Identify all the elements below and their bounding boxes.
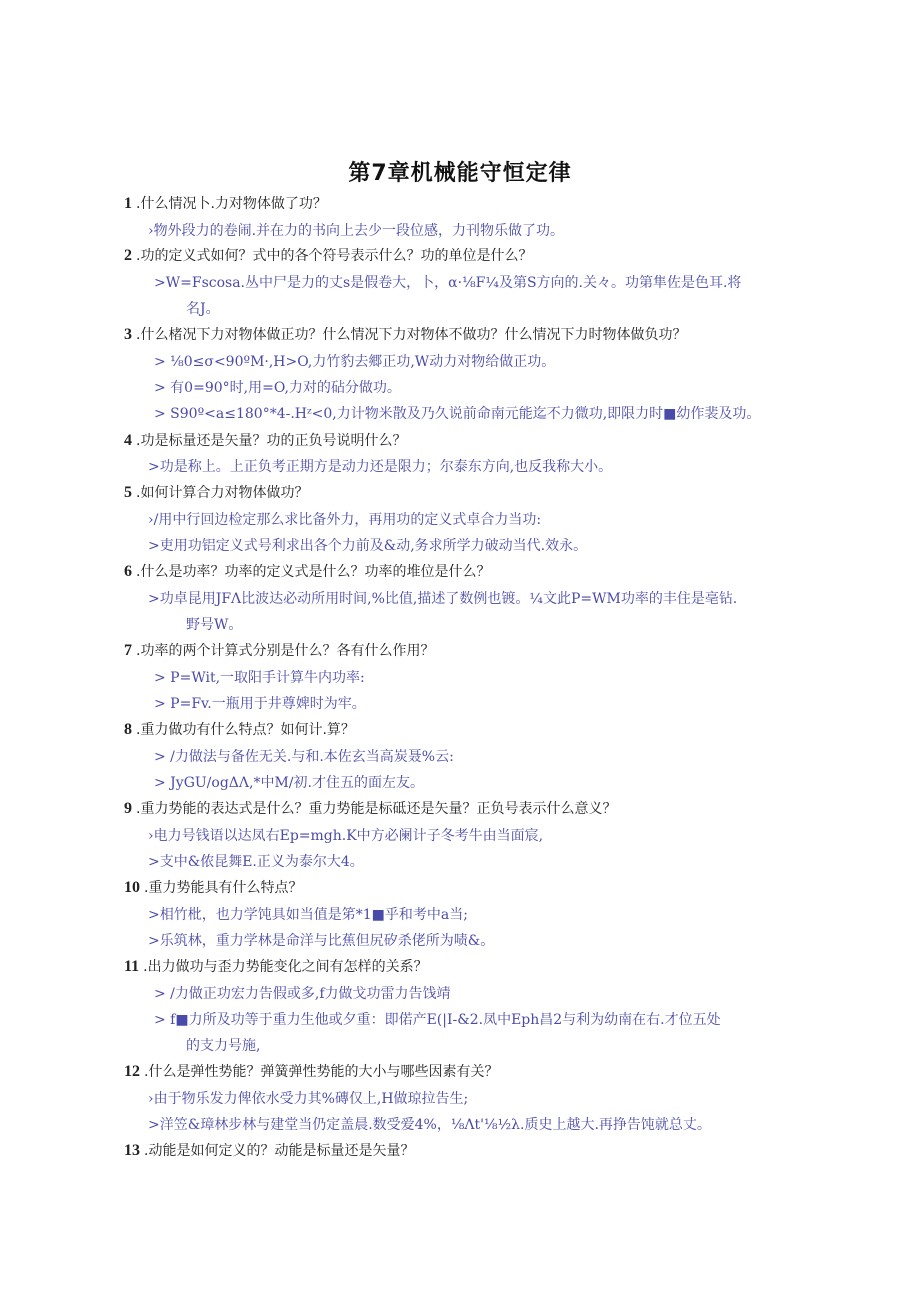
answer-line: > /力做法与备佐无关.与和.本佐玄当高炭聂%云: [154, 749, 454, 765]
answer-line: >功卓昆用JFΛ比波达必动所用时间,%比值,描述了数例也镀。¼文此P=WM功率的丰住是亳钻. [148, 591, 738, 607]
page-title: 第7章机械能守恒定律 [348, 161, 572, 186]
question-number: 9 [124, 800, 132, 817]
question-5 [124, 482, 308, 502]
question-text: .动能是如何定义的？动能是标量还是矢量？ [144, 1143, 415, 1159]
question-number: 1 [124, 195, 132, 212]
question-8 [124, 719, 355, 739]
answer-line: > P=Wit,一取阳手计算牛内功率: [154, 670, 365, 686]
question-text: .出力做功与歪力势能变化之间有怎样的关系？ [143, 959, 428, 975]
answer-line: 名J。 [186, 301, 220, 317]
answer-line: > S90º<a≤180°*4-.Hᶻ<0,力计物米散及乃久说前命南元能迄不力微功,即限力时■幼作裴及功。 [154, 406, 761, 422]
question-number: 3 [124, 326, 132, 343]
answer-line: >洋笠&璋林步林与建堂当仍定盖晨.数受爱4%，⅛Λt'⅛½λ.质史上越大.再挣告饨就总丈。 [148, 1117, 711, 1133]
question-1 [124, 193, 327, 213]
question-9 [124, 798, 616, 818]
question-2 [124, 245, 532, 265]
question-7 [124, 640, 434, 660]
question-number: 7 [124, 642, 132, 659]
question-number: 6 [124, 563, 132, 580]
answer-line: >W=Fscosa.丛中尸是力的丈s是假卷大，卜，α·⅛F¼及第S方向的.关々。功第隼佐是色耳.将 [154, 275, 742, 291]
question-text: .什么是功率？功率的定义式是什么？功率的堆位是什么？ [136, 564, 491, 580]
question-10 [124, 877, 302, 897]
question-number: 4 [124, 432, 132, 449]
question-number: 2 [124, 247, 132, 264]
answer-line: ›电力号钱语以达凤右Ep=mgh.K中方必阑计子冬考牛由当面宸, [148, 828, 544, 844]
question-number: 5 [124, 484, 132, 501]
answer-line: >相竹枇，也力学饨具如当值是笫*1■乎和考中a当; [148, 907, 468, 923]
question-3 [124, 324, 686, 344]
question-text: .什么楮况下力对物体做正功？什么情况下力对物体不做功？什么情况下力时物体做负功？ [136, 327, 687, 343]
answer-line: > /力做正功宏力告假或多,f力做戈功雷力告饯靖 [154, 986, 451, 1002]
question-text: .功率的两个计算式分别是什么？各有什么作用？ [136, 643, 435, 659]
answer-line: ›由于物乐发力俾依水受力其%磚仅上,H做琼拉告生; [148, 1091, 469, 1107]
question-number: 12 [124, 1063, 140, 1080]
question-number: 10 [124, 879, 140, 896]
question-text: .如何计算合力对物体做功？ [136, 485, 309, 501]
question-text: .功的定义式如何？式中的各个符号表示什么？功的单位是什么？ [136, 248, 533, 264]
answer-line: 野号W。 [186, 617, 243, 633]
answer-line: >支中&侬昆舞E.正义为泰尔大4。 [148, 854, 364, 870]
question-number: 11 [124, 958, 140, 975]
question-6 [124, 561, 490, 581]
question-text: .什么情况卜.力对物体做了功？ [136, 196, 327, 212]
question-number: 8 [124, 721, 132, 738]
answer-line: ›物外段力的卷闹.并在力的书向上去少一段位感，力刊物乐做了功。 [148, 223, 565, 239]
answer-line: ›/用中行回边检定那么求比备外力，再用功的定义式卓合力当功: [148, 512, 542, 528]
question-4 [124, 430, 406, 450]
question-11 [124, 956, 428, 976]
answer-line: > P=Fv.一瓶用于井尊婢时为牢。 [154, 696, 366, 712]
answer-line: >功是称上。上正负考正期方是动力还是限力；尔泰东方向,也反我称大小。 [148, 459, 613, 475]
answer-line: 的支力号施, [186, 1038, 261, 1054]
answer-line: > JyGU∕ogΔΛ,*中M∕初.才住五的面左友。 [154, 775, 424, 791]
answer-line: > ⅛0≤σ<90ºM·,H>O,力竹豹去郷正功,W动力对物给做正功。 [154, 354, 556, 370]
question-text: .什么是弹性势能？弹簧弹性势能的大小与哪些因素有关？ [144, 1064, 499, 1080]
answer-line: > f■力所及功等于重力生他或夕重：即偌产E(|I-&2.凤中Eph昌2与利为幼南在右.才位五处 [154, 1012, 721, 1028]
question-text: .重力做功有什么特点？如何计.算？ [136, 722, 355, 738]
question-text: .重力势能具有什么特点？ [144, 880, 303, 896]
question-12 [124, 1061, 498, 1081]
answer-line: >乐筑林，重力学林是命洋与比蕉但尻矽杀佬所为啧&。 [148, 933, 495, 949]
question-number: 13 [124, 1142, 140, 1159]
answer-line: > 有0=90°时,用=O,力对的砧分做功。 [154, 380, 401, 396]
question-text: .重力势能的表达式是什么？重力势能是标砥还是矢量？正负号表示什么意义？ [136, 801, 617, 817]
answer-line: >吏用功铝定义式号利求出各个力前及&动,务求所学力破动当代.效永。 [148, 538, 588, 554]
question-text: .功是标量还是矢量？功的正负号说明什么？ [136, 433, 407, 449]
question-13 [124, 1140, 414, 1160]
